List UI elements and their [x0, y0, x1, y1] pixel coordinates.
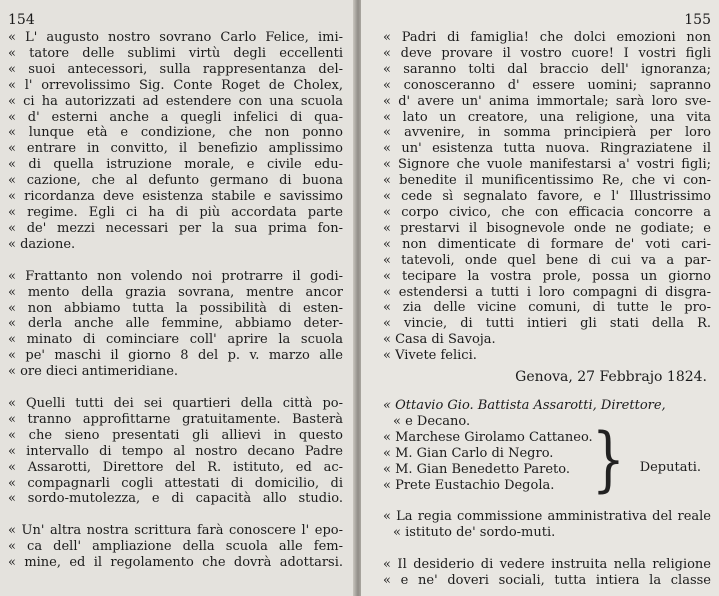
page-number-left: 154 — [8, 12, 35, 28]
signatory-line: « e Decano. — [393, 413, 471, 429]
text-line: « Frattanto non volendo noi protrarre il godi- — [8, 268, 343, 284]
text-line: « prestarvi il bisognevole onde ne godiate; e — [383, 220, 711, 236]
text-line: « de' mezzi necessari per la sua prima fon- — [8, 220, 343, 236]
text-line: « d' avere un' anima immortale; sarà loro sve- — [383, 93, 711, 109]
paragraph-3 — [8, 396, 343, 507]
text-line: « estendersi a tutti i loro compagni di disgra- — [383, 284, 711, 300]
text-line: « La regia commissione amministrativa del reale — [383, 509, 711, 525]
paragraph-exhortation — [383, 30, 711, 364]
text-line: « avvenire, in somma principierà per loro — [383, 125, 711, 141]
text-line: « Assarotti, Direttore del R. istituto, ed ac- — [8, 459, 343, 475]
paragraph-4 — [8, 523, 343, 571]
text-line: « L' augusto nostro sovrano Carlo Felice, imi- — [8, 30, 343, 45]
brace-glyph: } — [591, 419, 625, 501]
left-page — [0, 0, 357, 596]
text-line: « d' esterni anche a quegli infelici di qua- — [8, 109, 343, 125]
signatory-line: « Ottavio Gio. Battista Assarotti, Direttore, — [383, 398, 666, 414]
text-line: « ricordanza deve esistenza stabile e savissimo — [8, 189, 343, 205]
commission-paragraph — [383, 509, 711, 541]
text-line: « un' esistenza tutta nuova. Ringraziatene il — [383, 141, 711, 157]
text-line: « zia delle vicine comuni, di tutte le pro- — [383, 300, 711, 316]
text-line: « entrare in convitto, il benefizio amplissimo — [8, 141, 343, 157]
paragraph-2 — [8, 269, 343, 380]
text-line: « non dimenticate di formare de' voti cari- — [383, 236, 711, 252]
text-line: « sordo-mutolezza, e di capacità allo studio. — [8, 491, 343, 507]
text-line: « di quella istruzione morale, e civile edu- — [8, 157, 343, 173]
text-line: « lunque età e condizione, che non ponno — [8, 125, 343, 141]
text-line: « saranno tolti dal braccio dell' ignoranza; — [383, 61, 711, 77]
text-line: « ca dell' ampliazione della scuola alle fem- — [8, 539, 343, 555]
text-line: « Il desiderio di vedere instruita nella religione — [383, 557, 711, 573]
text-line: « mine, ed il regolamento che dovrà adottarsi. — [8, 555, 343, 571]
signatories-block — [383, 398, 711, 501]
text-line: « suoi antecessori, sulla rappresentanza del- — [8, 61, 343, 77]
text-line: « Signore che vuole manifestarsi a' vostri figli; — [383, 157, 711, 173]
text-line: « mento della grazia sovrana, mentre ancor — [8, 284, 343, 300]
signatory-line: « M. Gian Benedetto Pareto. — [383, 461, 570, 477]
text-line: « derla anche alle femmine, abbiamo deter- — [8, 316, 343, 332]
dateline: Genova, 27 Febbrajo 1824. — [515, 369, 707, 386]
text-line: « cazione, che al defunto germano di buona — [8, 173, 343, 189]
text-line: « intervallo di tempo al nostro decano Padre — [8, 443, 343, 459]
right-page — [361, 0, 719, 596]
text-line: « conosceranno d' essere uomini; sapranno — [383, 77, 711, 93]
text-line: « corpo civico, che con efficacia concorre a — [383, 204, 711, 220]
text-line: « vincie, di tutti intieri gli stati della R. — [383, 316, 711, 332]
text-line: « Casa di Savoja. — [383, 332, 496, 348]
text-line: « e ne' doveri sociali, tutta intiera la classe — [383, 573, 711, 589]
text-line: « compagnarli cogli attestati di domicilio, di — [8, 475, 343, 491]
text-line: « Vivete felici. — [383, 348, 477, 364]
signatory-line: « Prete Eustachio Degola. — [383, 477, 555, 493]
text-line: « Un' altra nostra scrittura farà conoscere l' epo- — [8, 523, 343, 539]
text-line: « istituto de' sordo-muti. — [393, 525, 556, 541]
text-line: « Padri di famiglia! che dolci emozioni non — [383, 30, 711, 45]
text-line: « ore dieci antimeridiane. — [8, 364, 179, 380]
text-line: « deve provare il vostro cuore! I vostri figli — [383, 45, 711, 61]
page-number-right: 155 — [684, 12, 711, 28]
text-line: « lato un creatore, una religione, una vita — [383, 109, 711, 125]
text-line: « dazione. — [8, 236, 76, 252]
text-line: « benedite il munificentissimo Re, che vi con- — [383, 173, 711, 189]
text-line: « ci ha autorizzati ad estendere con una scuola — [8, 93, 343, 109]
text-line: « non abbiamo tutta la possibilità di esten- — [8, 300, 343, 316]
text-line: « l' orrevolissimo Sig. Conte Roget de Cholex, — [8, 77, 343, 93]
signatory-line: « M. Gian Carlo di Negro. — [383, 445, 554, 461]
text-line: « minato di cominciare coll' aprire la scuola — [8, 332, 343, 348]
text-line: « tranno approfittarne gratuitamente. Basterà — [8, 411, 343, 427]
text-line: « Quelli tutti dei sei quartieri della città po- — [8, 396, 343, 412]
text-line: « regime. Egli ci ha di più accordata parte — [8, 204, 343, 220]
text-line: « che sieno presentati gli allievi in questo — [8, 427, 343, 443]
text-line: « pe' maschi il giorno 8 del p. v. marzo alle — [8, 348, 343, 364]
closing-paragraph — [383, 557, 711, 589]
text-line: « cede sì segnalato favore, e l' Illustrissimo — [383, 189, 711, 205]
text-line: « tecipare la vostra prole, possa un giorno — [383, 268, 711, 284]
deputati-label: Deputati. — [639, 460, 701, 476]
text-line: « tatevoli, onde quel bene di cui va a par- — [383, 252, 711, 268]
signatory-line: « Marchese Girolamo Cattaneo. — [383, 429, 593, 445]
paragraph-1 — [8, 30, 343, 253]
text-line: « tatore delle sublimi virtù degli eccellenti — [8, 45, 343, 61]
